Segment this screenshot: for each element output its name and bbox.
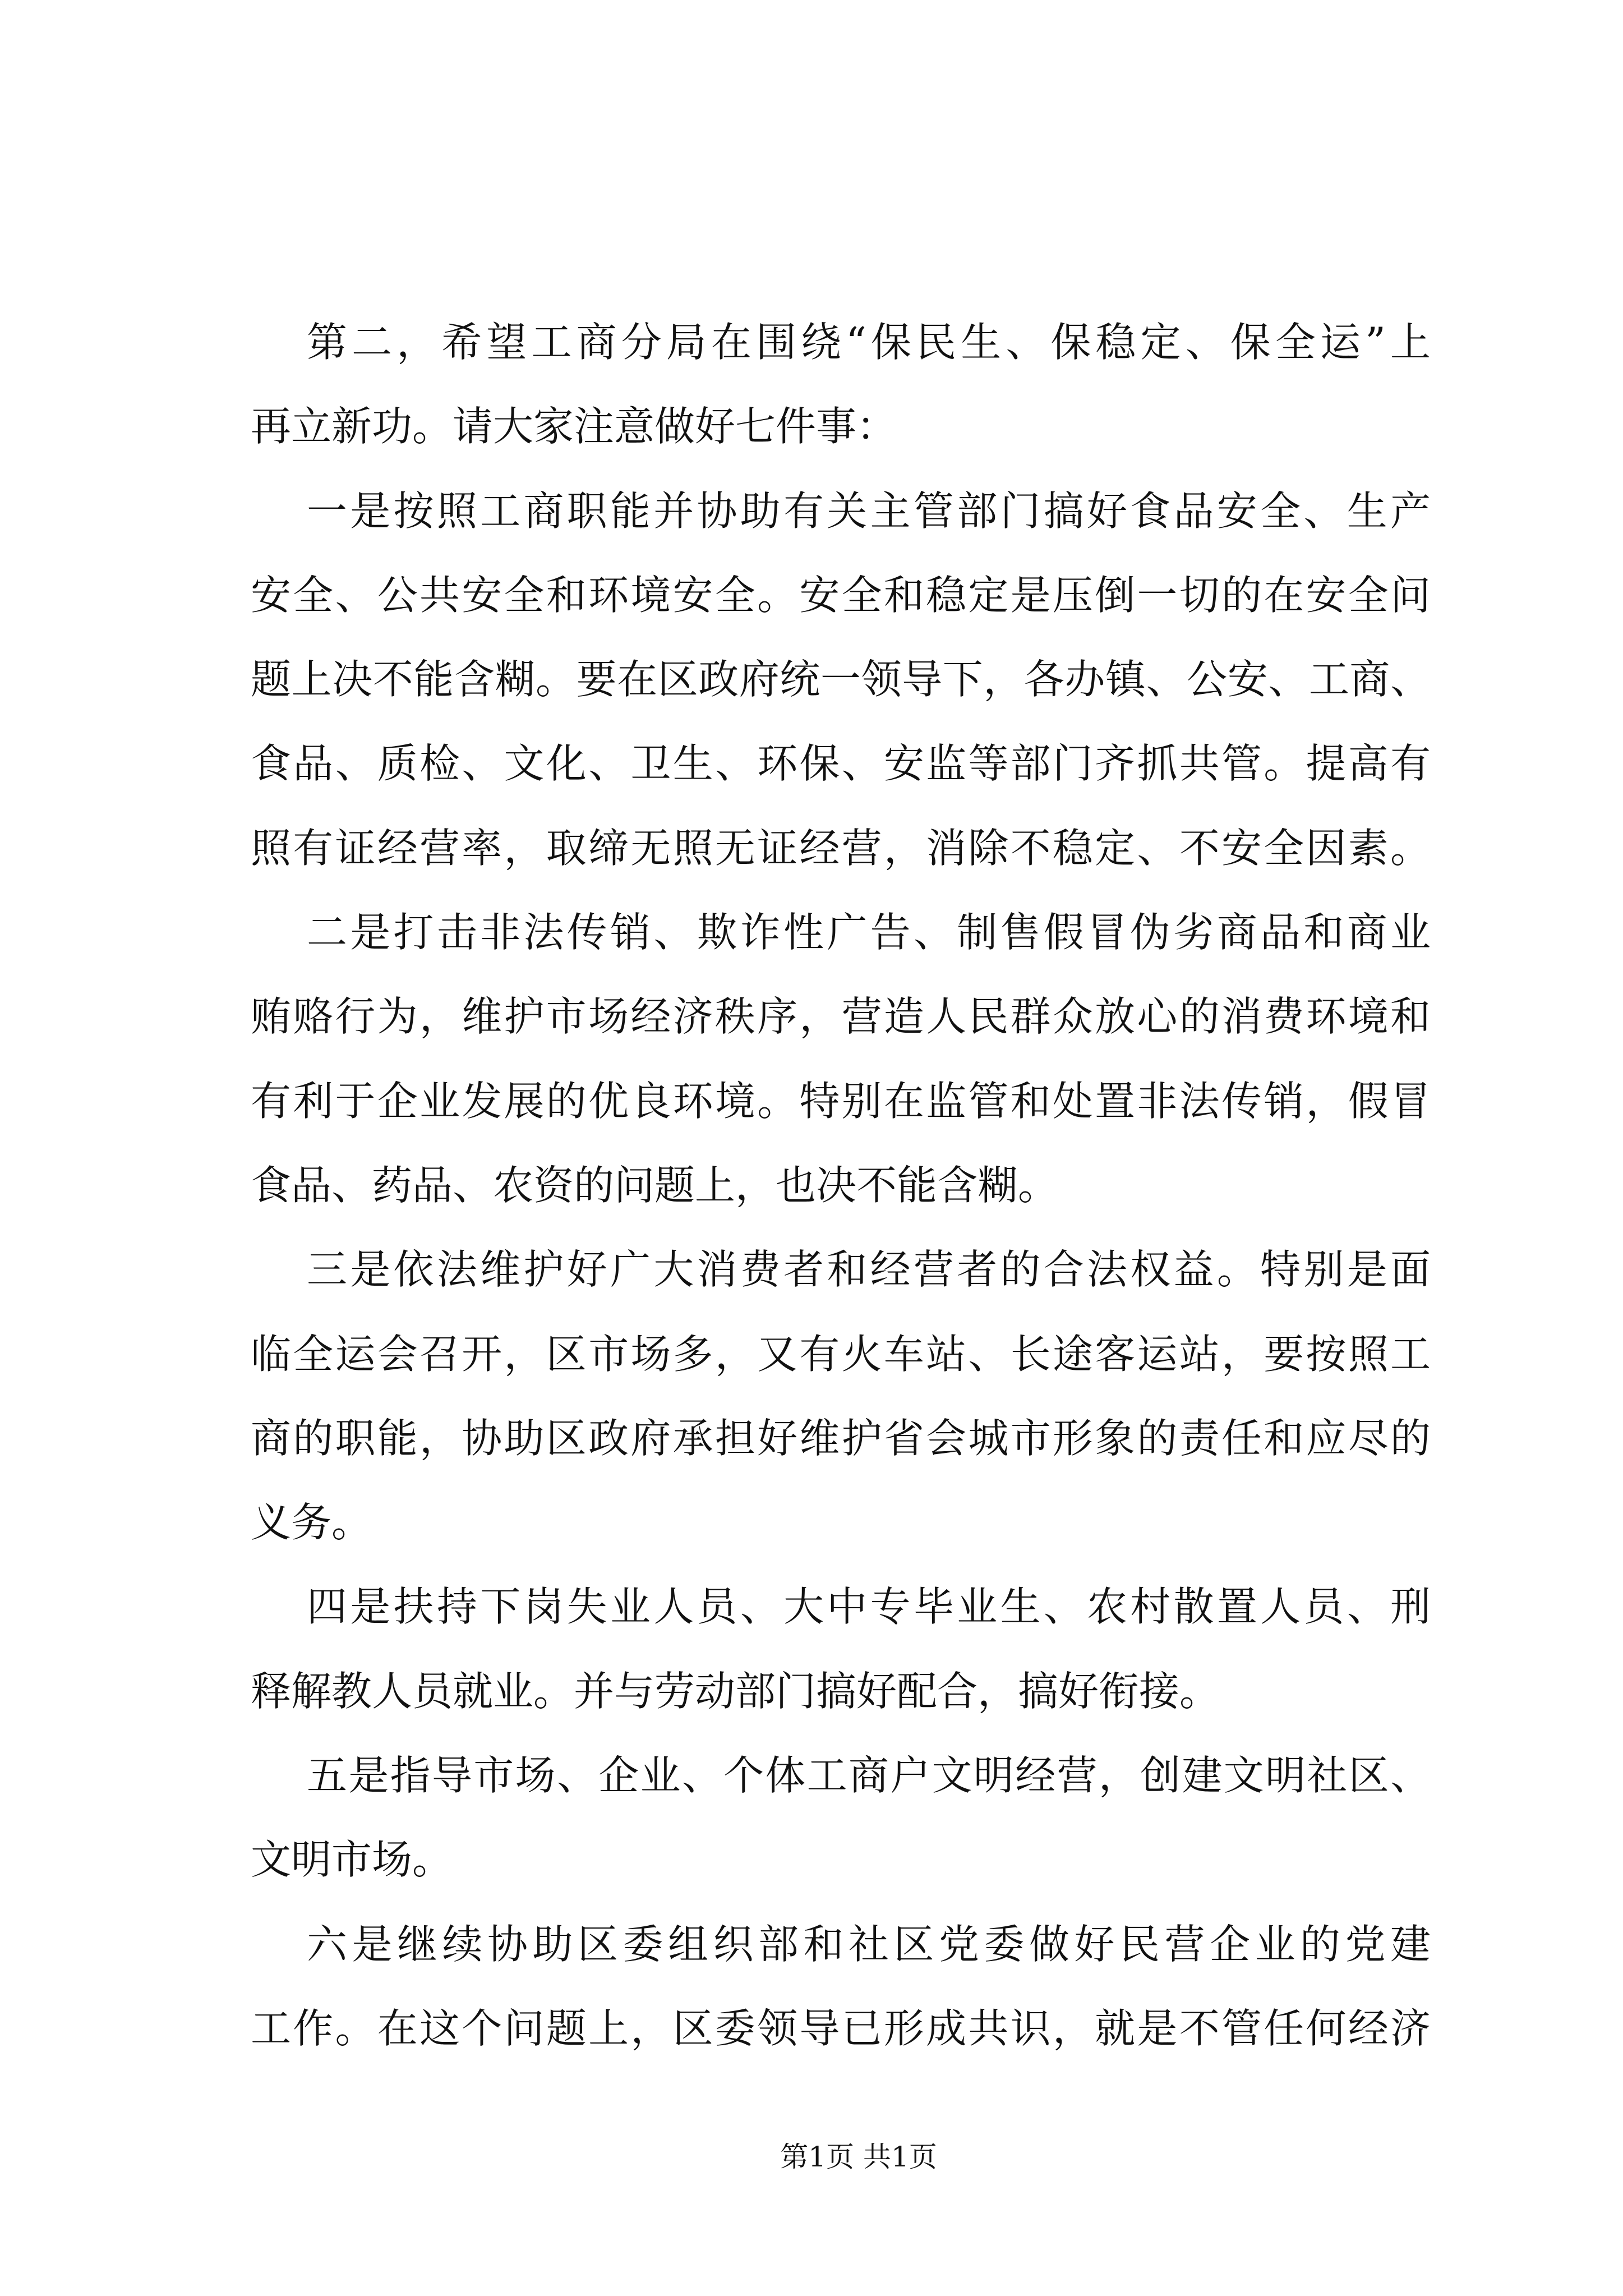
paragraph-line: 一是按照工商职能并协助有关主管部门搞好食品安全、生产 [307,487,1431,535]
paragraph-line: 食品、药品、农资的问题上，也决不能含糊。 [251,1161,1059,1209]
paragraph-line: 食品、质检、文化、卫生、环保、安监等部门齐抓共管。提高有 [251,740,1431,788]
paragraph-line: 义务。 [251,1499,372,1547]
paragraph-line: 第二，希望工商分局在围绕“保民生、保稳定、保全运”上 [307,319,1431,366]
paragraph-line: 五是指导市场、企业、个体工商户文明经营，创建文明社区、 [307,1752,1431,1800]
paragraph-line: 二是打击非法传销、欺诈性广告、制售假冒伪劣商品和商业 [307,909,1431,956]
paragraph [251,1733,1431,1902]
paragraph-line: 文明市场。 [251,1836,453,1884]
paragraph-line: 有利于企业发展的优良环境。特别在监管和处置非法传销，假冒 [251,1077,1431,1125]
paragraph-line: 四是扶持下岗失业人员、大中专毕业生、农村散置人员、刑 [307,1583,1431,1631]
paragraph-line: 三是依法维护好广大消费者和经营者的合法权益。特别是面 [307,1246,1431,1294]
paragraph-line: 贿赂行为，维护市场经济秩序，营造人民群众放心的消费环境和 [251,993,1431,1041]
paragraph [251,469,1431,890]
page-number-label: 第1页 共1页 [780,2141,937,2173]
paragraph-line: 释解教人员就业。并与劳动部门搞好配合，搞好衔接。 [251,1667,1220,1715]
paragraph [251,890,1431,1227]
paragraph [251,1565,1431,1733]
paragraph [251,1227,1431,1565]
paragraph-line: 六是继续协助区委组织部和社区党委做好民营企业的党建 [307,1920,1431,1968]
paragraph-line: 工作。在这个问题上，区委领导已形成共识，就是不管任何经济 [251,2004,1431,2052]
paragraph-line: 再立新功。请大家注意做好七件事： [251,403,897,450]
page-footer [690,2137,1027,2177]
paragraph [251,300,1431,469]
paragraph-line: 商的职能，协助区政府承担好维护省会城市形象的责任和应尽的 [251,1414,1431,1462]
paragraph [251,1902,1431,2071]
paragraph-line: 临全运会召开，区市场多，又有火车站、长途客运站，要按照工 [251,1330,1431,1378]
paragraph-line: 题上决不能含糊。要在区政府统一领导下，各办镇、公安、工商、 [251,656,1431,703]
document-body [251,300,1431,2070]
paragraph-line: 安全、公共安全和环境安全。安全和稳定是压倒一切的在安全问 [251,571,1431,619]
paragraph-line: 照有证经营率，取缔无照无证经营，消除不稳定、不安全因素。 [251,824,1431,872]
